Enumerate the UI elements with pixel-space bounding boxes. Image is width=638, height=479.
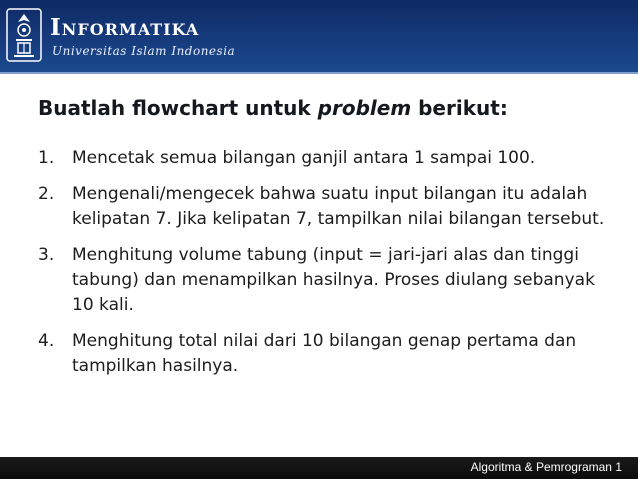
slide-title [38, 96, 508, 120]
title-prefix: Buatlah flowchart untuk [38, 96, 318, 120]
footer-course-label: Algoritma & Pemrograman 1 [470, 460, 622, 474]
title-suffix: berikut: [411, 96, 508, 120]
item-number: 2. [38, 184, 55, 204]
item-text: Mencetak semua bilangan ganjil antara 1 sampai 100. [72, 148, 536, 168]
item-text: Mengenali/mengecek bahwa suatu input bilangan itu adalah kelipatan 7. Jika kelipatan 7, tampilkan nilai bilangan tersebut. [72, 184, 605, 229]
list-item [38, 182, 608, 232]
item-number: 4. [38, 331, 55, 351]
header-banner [0, 0, 638, 72]
item-number: 3. [38, 245, 55, 265]
problem-list [38, 146, 608, 390]
brand-subtitle: Universitas Islam Indonesia [52, 44, 236, 58]
item-text: Menghitung total nilai dari 10 bilangan genap pertama dan tampilkan hasilnya. [72, 331, 577, 376]
list-item [38, 243, 608, 318]
list-item [38, 146, 608, 171]
header-divider [0, 72, 638, 74]
item-text: Menghitung volume tabung (input = jari-jari alas dan tinggi tabung) dan menampilkan hasilnya. Proses diulang sebanyak 10 kali. [72, 245, 595, 315]
footer-bar [0, 457, 638, 479]
brand-title: Informatika [50, 14, 200, 41]
item-number: 1. [38, 148, 55, 168]
title-emphasis: problem [317, 96, 412, 120]
list-item [38, 329, 608, 379]
uii-emblem-icon [6, 8, 42, 62]
